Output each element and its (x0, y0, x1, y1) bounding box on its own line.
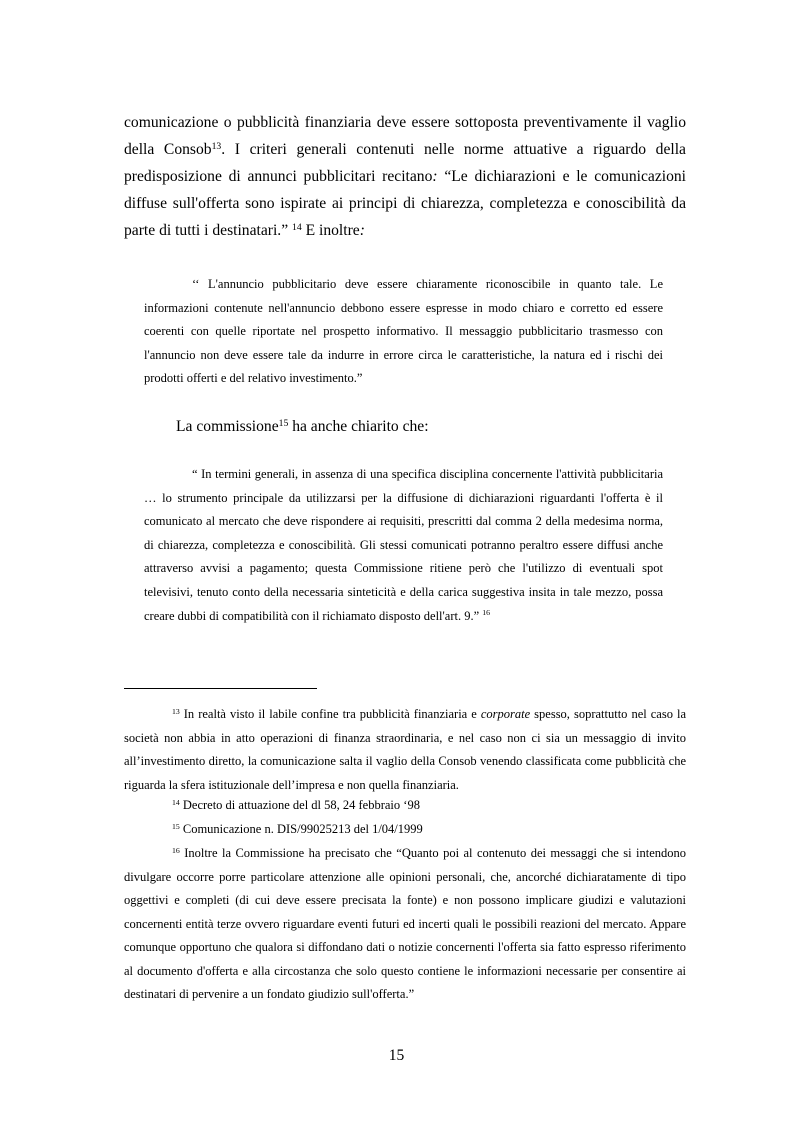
footnote-text: Decreto di attuazione del dl 58, 24 febbraio ‘98 (179, 798, 420, 812)
footnote-text: Comunicazione n. DIS/99025213 del 1/04/1999 (179, 822, 423, 836)
body-text: : (359, 222, 365, 239)
block-quote-2 (144, 463, 663, 628)
footnote-text: Inoltre la Commissione ha precisato che “Quanto poi al contenuto dei messaggi che si intendono divulgare occorre porre particolare attenzione alle opinioni personali, che, ancorché dichiaratamente di tipo oggettivi e completi (di cui deve essere precisata la fonte) e non possono implicare giudizi e valutazioni concernenti entità terze ovvero riguardare eventi futuri ed incerti quali le possibili reazioni del mercato. Appare comunque opportuno che qualora si diffondano dati o notizie concernenti l'offerta sia fatto espresso riferimento al documento d'offerta e alla circostanza che solo questo contiene le informazioni necessarie per consentire ai destinatari di pervenire a un fondato giudizio sull'offerta.” (124, 846, 686, 1001)
footnote-16 (124, 842, 686, 1007)
footnote-number: 13 (172, 706, 180, 716)
lead-text: ha anche chiarito che: (288, 418, 429, 435)
footnote-ref-15[interactable]: 15 (278, 417, 289, 429)
quote-text: “ In termini generali, in assenza di una specifica disciplina concernente l'attività pubblicitaria … lo strumento principale da utilizzarsi per la diffusione di dichiarazioni riguardanti l'offerta è il comunicato al mercato che deve rispondere ai requisiti, prescritti dal comma 2 della medesima norma, di chiarezza, completezza e conoscibilità. Gli stessi comunicati potranno peraltro essere diffusi anche attraverso avvisi a pagamento; questa Commissione ritiene però che l'utilizzo di eventuali spot televisivi, tenuto conto della necessaria sinteticità e della carica suggestiva insita in tale mezzo, possa creare dubbi di compatibilità con il richiamato disposto dell'art. 9.” (144, 467, 663, 623)
footnote-ref-16[interactable]: 16 (482, 608, 491, 618)
body-text: comunicazione o pubblicità finanziaria deve essere sottoposta preventivamente il vaglio della Consob (124, 114, 686, 158)
body-text: . I criteri generali contenuti nelle norme attuative a riguardo della predisposizione di annunci pubblicitari recitano (124, 141, 686, 185)
quote-text: ‘‘ L'annuncio pubblicitario deve essere chiaramente riconoscibile in quanto tale. Le informazioni contenute nell'annuncio debbono essere espresse in modo chiaro e corretto ed essere coerenti con quelle riportate nel prospetto informativo. Il messaggio pubblicitario trasmesso con l'annuncio non deve essere tale da indurre in errore circa le caratteristiche, la natura ed i rischi dei prodotti offerti e del relativo investimento.” (144, 277, 663, 386)
footnote-text: In realtà visto il labile confine tra pubblicità finanziaria e (179, 707, 481, 721)
footnote-13 (124, 703, 686, 797)
footnote-ref-13[interactable]: 13 (211, 140, 222, 152)
lead-sentence (176, 414, 429, 440)
footnote-italic: corporate (480, 707, 531, 721)
footnote-number: 15 (172, 821, 180, 831)
body-paragraph (124, 109, 686, 244)
footnote-separator (124, 688, 317, 689)
page-number: 15 (388, 1047, 405, 1064)
footnote-15 (124, 818, 686, 842)
footnote-text: spesso, soprattutto nel caso la società non abbia in atto operazioni di finanza straordinaria, e nel caso non ci sia un messaggio di invito all’investimento diretto, la comunicazione salta il vaglio della Consob venendo classificata come pubblicità che riguarda la sfera istituzionale dell’impresa e non quella finanziaria. (124, 707, 686, 792)
body-text: “Le dichiarazioni e le comunicazioni diffuse sull'offerta sono ispirate ai principi di chiarezza, completezza e conoscibilità da parte di tutti i destinatari.” (124, 168, 687, 239)
footnote-ref-14[interactable]: 14 (292, 221, 302, 233)
block-quote-1 (144, 273, 663, 391)
body-text: : (432, 168, 438, 185)
footnote-number: 16 (172, 845, 180, 855)
footnote-14 (124, 794, 686, 818)
lead-text: La commissione (176, 418, 279, 435)
footnote-number: 14 (172, 797, 180, 807)
body-text: E inoltre (301, 222, 360, 239)
